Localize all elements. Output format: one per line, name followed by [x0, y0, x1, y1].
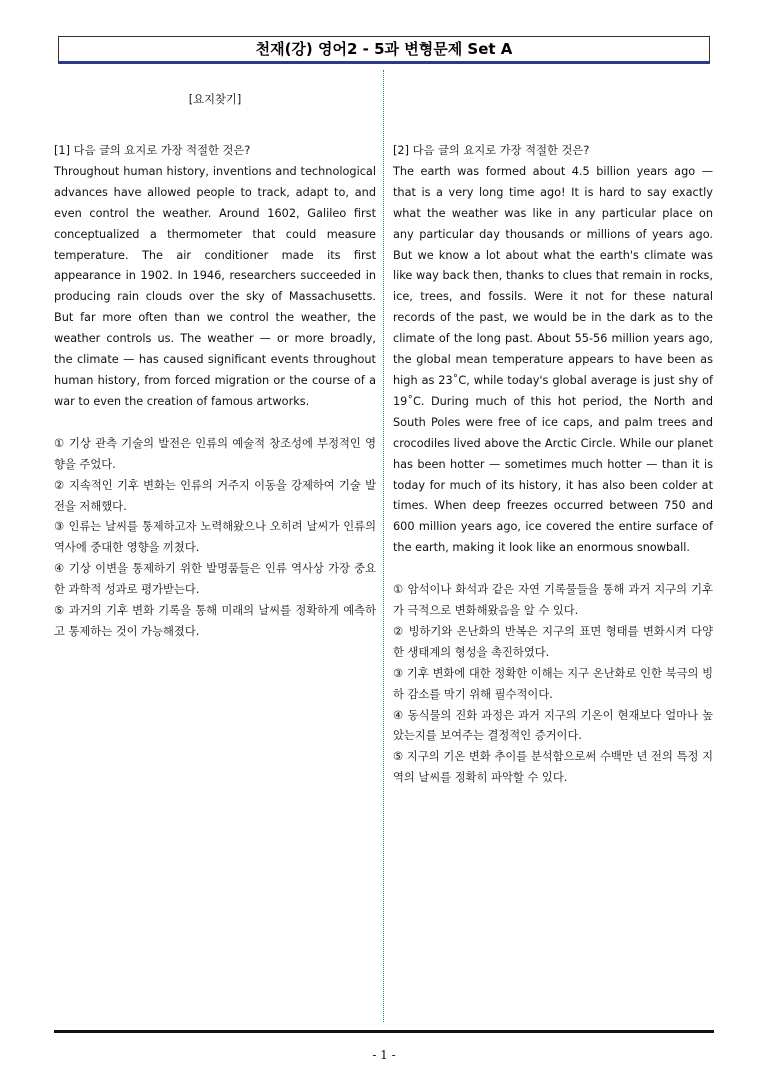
question-2	[393, 141, 713, 789]
option-2: ② 지속적인 기후 변화는 인류의 거주지 이동을 강제하여 기술 발전을 저해했다.	[54, 478, 376, 513]
option-1: ① 암석이나 화석과 같은 자연 기록물들을 통해 과거 지구의 기후가 극적으로 변화해왔음을 알 수 있다.	[393, 583, 713, 618]
question-2-options	[393, 580, 713, 789]
option-3: ③ 기후 변화에 대한 정확한 이해는 지구 온난화로 인한 북극의 빙하 감소를 막기 위해 필수적이다.	[393, 666, 713, 701]
option-5: ⑤ 과거의 기후 변화 기록을 통해 미래의 날씨를 정확하게 예측하고 통제하는 것이 가능해졌다.	[54, 604, 376, 638]
page-title: 천재(강) 영어2 - 5과 변형문제 Set A	[58, 36, 710, 64]
option-5: ⑤ 지구의 기온 변화 추이를 분석함으로써 수백만 년 전의 특정 지역의 날씨를 정확히 파악할 수 있다.	[393, 750, 713, 785]
question-2-passage: The earth was formed about 4.5 billion years ago — that is a very long time ago! It is hard to say exactly what the weather was like in any particular place on any particular day thousands or millions of years ago. But we know a lot about what the earth's climate was like way back then, thanks to clues that remain in rocks, ice, trees, and fossils. Were it not for these natural records of the past, we would be in the dark as to the climate of the long past. About 55-56 million years ago, the global mean temperature appears to have been as high as 23˚C, while today's global average is just shy of 19˚C. During much of this hot period, the North and South Poles were free of ice caps, and palm trees and crocodiles lived above the Arctic Circle. While our planet has been hotter — sometimes much hotter — than it is today for much of its history, it has also been colder at times. When deep freezes occurred between 750 and 600 million years ago, ice covered the entire surface of the earth, making it look like an enormous snowball.	[393, 164, 713, 555]
question-2-prompt: [2] 다음 글의 요지로 가장 적절한 것은?	[393, 144, 590, 157]
question-1	[54, 141, 376, 643]
column-divider	[383, 70, 384, 1022]
section-label: [요지찾기]	[188, 93, 242, 106]
option-4: ④ 기상 이변을 통제하기 위한 발명품들은 인류 역사상 가장 중요한 과학적 성과로 평가받는다.	[54, 562, 376, 597]
footer-rule	[54, 1030, 714, 1033]
question-1-options	[54, 434, 376, 643]
question-1-prompt: [1] 다음 글의 요지로 가장 적절한 것은?	[54, 144, 251, 157]
option-3: ③ 인류는 날씨를 통제하고자 노력해왔으나 오히려 날씨가 인류의 역사에 중대한 영향을 끼쳤다.	[54, 520, 376, 555]
option-2: ② 빙하기와 온난화의 반복은 지구의 표면 형태를 변화시켜 다양한 생태계의 형성을 촉진하였다.	[393, 624, 713, 659]
page-number: - 1 -	[372, 1048, 396, 1062]
option-1: ① 기상 관측 기술의 발전은 인류의 예술적 창조성에 부정적인 영향을 주었다.	[54, 436, 376, 471]
option-4: ④ 동식물의 진화 과정은 과거 지구의 기온이 현재보다 얼마나 높았는지를 보여주는 결정적인 증거이다.	[393, 708, 713, 743]
question-1-passage: Throughout human history, inventions and technological advances have allowed people to track, adapt to, and even control the weather. Around 1602, Galileo first conceptualized a thermometer that could measure temperature. The air conditioner made its first appearance in 1902. In 1946, researchers succeeded in producing rain clouds over the sky of Massachusetts. But far more often than we control the weather, the weather controls us. The weather — or more broadly, the climate — has caused significant events throughout human history, from forced migration or the course of a war to even the creation of famous artworks.	[54, 164, 376, 408]
